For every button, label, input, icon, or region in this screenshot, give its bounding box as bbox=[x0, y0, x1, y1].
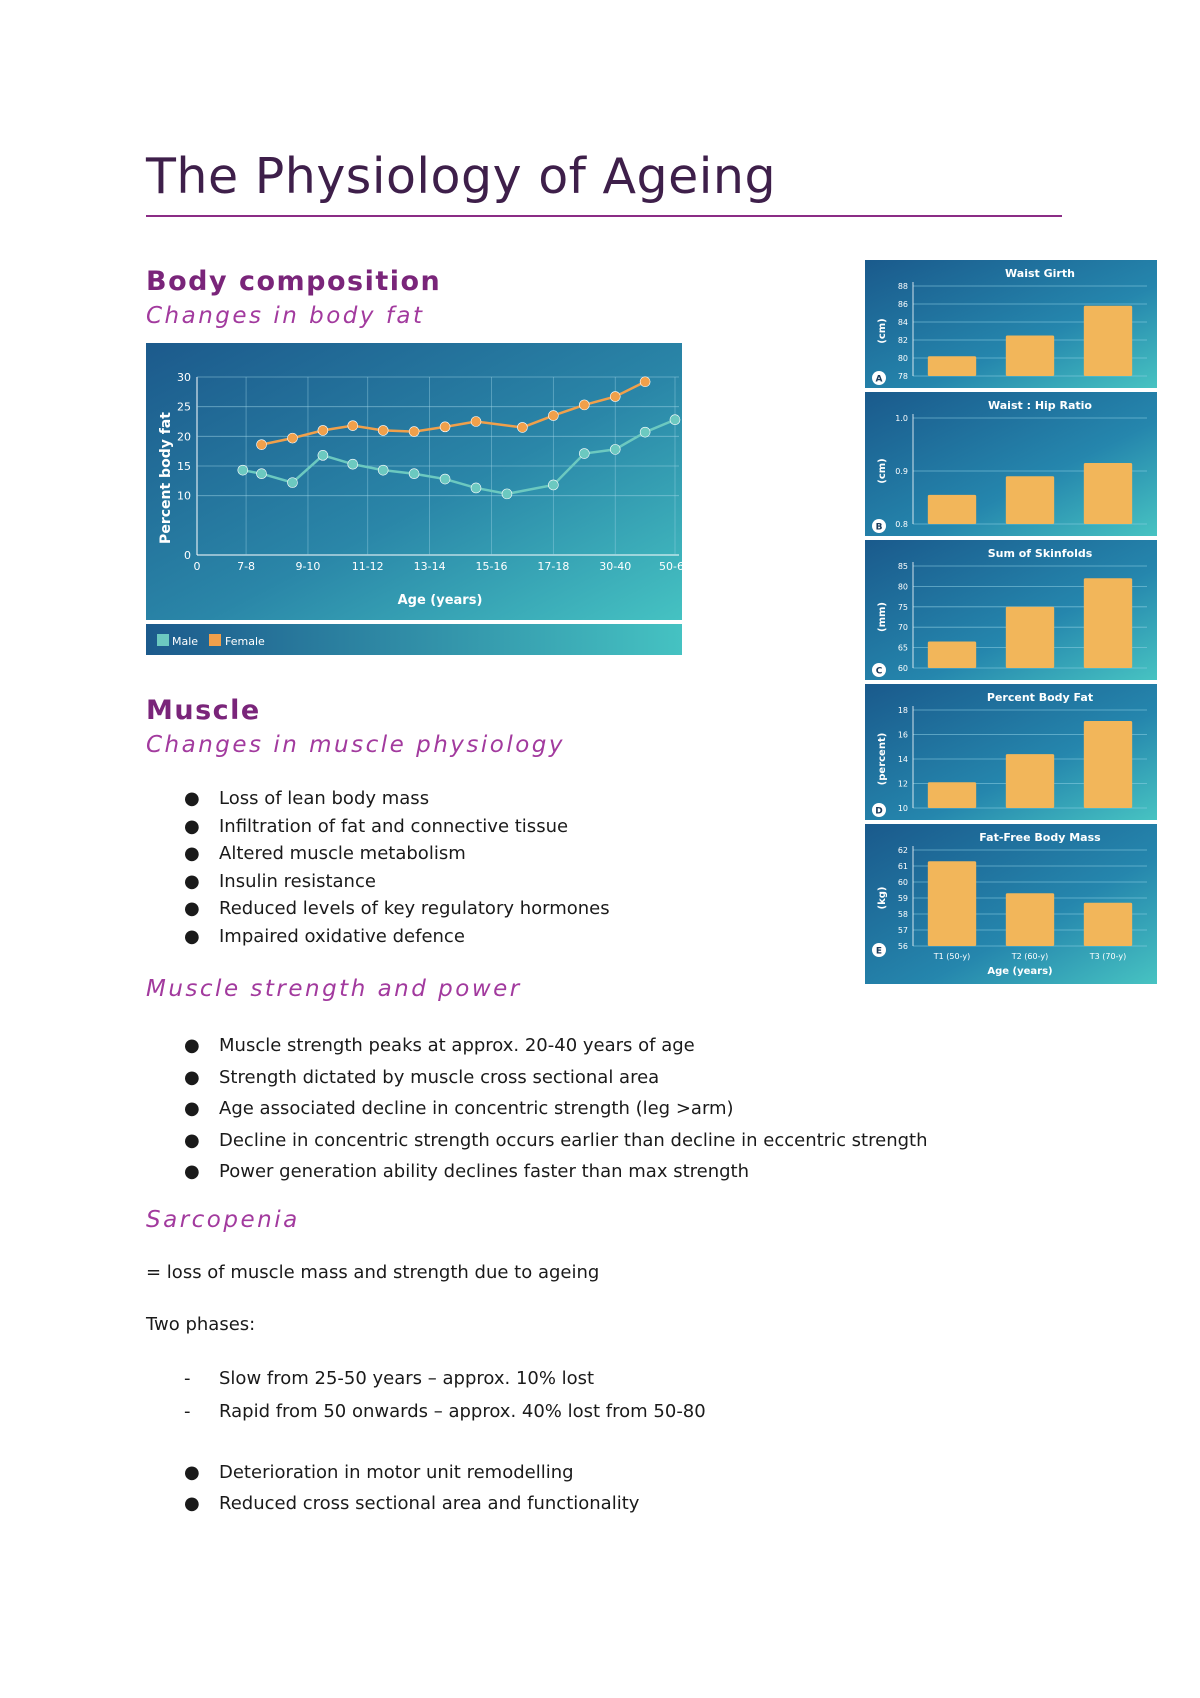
sarcopenia-definition: = loss of muscle mass and strength due to ageing bbox=[146, 1262, 600, 1283]
chart-background bbox=[146, 343, 682, 620]
x-tick-label: 9-10 bbox=[295, 560, 321, 573]
list-item: ● Power generation ability declines faster than max strength bbox=[184, 1161, 750, 1182]
data-point-male bbox=[378, 465, 388, 475]
bar bbox=[928, 641, 976, 668]
panel-label: C bbox=[875, 666, 883, 677]
panel-label: A bbox=[875, 374, 883, 385]
list-item: ● Strength dictated by muscle cross sectional area bbox=[184, 1066, 660, 1088]
bar bbox=[928, 356, 976, 376]
y-tick-label: 0.9 bbox=[895, 467, 908, 476]
bar bbox=[1006, 754, 1054, 808]
data-point-male bbox=[348, 459, 358, 469]
bar bbox=[928, 782, 976, 808]
chart-title: Waist Girth bbox=[1005, 267, 1075, 280]
y-tick-label: 61 bbox=[897, 862, 908, 871]
data-point-female bbox=[409, 427, 419, 437]
bar bbox=[1084, 721, 1132, 808]
y-tick-label: 85 bbox=[897, 562, 908, 571]
list-item: - Slow from 25-50 years – approx. 10% lost bbox=[184, 1368, 595, 1389]
y-tick-label: 25 bbox=[177, 400, 191, 414]
y-tick-label: 75 bbox=[897, 602, 908, 612]
y-tick-label: 57 bbox=[897, 926, 908, 935]
bar bbox=[1084, 578, 1132, 668]
x-tick-label: T3 (70-y) bbox=[1089, 952, 1127, 961]
body-composition-heading: Body composition bbox=[146, 266, 442, 297]
waist-hip-ratio-chart bbox=[865, 392, 1157, 536]
legend-swatch-female bbox=[209, 634, 221, 646]
data-point-female bbox=[348, 421, 358, 431]
x-axis-label: Age (years) bbox=[987, 966, 1053, 977]
bar bbox=[1006, 336, 1054, 377]
body-fat-subheading: Changes in body fat bbox=[146, 303, 425, 329]
bar bbox=[1006, 476, 1054, 524]
list-item: ● Reduced levels of key regulatory hormones bbox=[184, 898, 610, 919]
y-tick-label: 18 bbox=[897, 706, 908, 715]
data-point-male bbox=[610, 444, 620, 454]
data-point-male bbox=[440, 474, 450, 484]
x-axis-label: Age (years) bbox=[397, 593, 483, 608]
chart-title: Sum of Skinfolds bbox=[987, 547, 1093, 560]
sarcopenia-subheading: Sarcopenia bbox=[146, 1207, 300, 1233]
body-fat-chart bbox=[146, 343, 691, 620]
sum-of-skinfolds-chart bbox=[865, 540, 1157, 680]
phases-label: Two phases: bbox=[146, 1314, 256, 1335]
list-item: ● Insulin resistance bbox=[184, 870, 376, 892]
y-tick-label: 60 bbox=[897, 878, 908, 887]
data-point-male bbox=[471, 483, 481, 493]
y-tick-label: 59 bbox=[897, 894, 908, 903]
x-tick-label: T2 (60-y) bbox=[1011, 952, 1049, 961]
list-item: ● Loss of lean body mass bbox=[184, 788, 430, 809]
chart-title: Fat-Free Body Mass bbox=[979, 831, 1101, 844]
y-tick-label: 15 bbox=[177, 460, 191, 473]
y-tick-label: 80 bbox=[897, 354, 908, 363]
y-tick-label: 1.0 bbox=[895, 414, 908, 423]
data-point-male bbox=[257, 469, 267, 479]
data-point-female bbox=[318, 425, 328, 435]
data-point-female bbox=[548, 411, 558, 421]
data-point-female bbox=[440, 422, 450, 432]
list-item: ● Impaired oxidative defence bbox=[184, 925, 465, 947]
y-axis-label: Percent body fat bbox=[158, 412, 174, 544]
data-point-male bbox=[640, 427, 650, 437]
x-tick-label: 11-12 bbox=[351, 560, 384, 573]
list-item: ● Deterioration in motor unit remodelling bbox=[184, 1462, 574, 1483]
panel-label: B bbox=[875, 522, 883, 533]
data-point-male bbox=[318, 450, 328, 460]
y-tick-label: 58 bbox=[897, 910, 908, 919]
y-tick-label: 88 bbox=[897, 282, 908, 291]
data-point-female bbox=[517, 422, 527, 432]
y-tick-label: 14 bbox=[897, 755, 908, 764]
data-point-female bbox=[610, 392, 620, 402]
y-axis-label: (kg) bbox=[877, 886, 888, 910]
x-tick-label: 13-14 bbox=[413, 560, 446, 573]
panel-label: E bbox=[875, 946, 883, 957]
bar bbox=[1006, 893, 1054, 946]
bar bbox=[1084, 903, 1132, 946]
y-tick-label: 65 bbox=[897, 643, 908, 653]
waist-girth-chart bbox=[865, 260, 1157, 388]
y-tick-label: 0.8 bbox=[895, 520, 908, 529]
y-tick-label: 60 bbox=[897, 664, 908, 673]
data-point-male bbox=[502, 489, 512, 499]
list-item: ● Altered muscle metabolism bbox=[184, 843, 466, 864]
y-tick-label: 86 bbox=[897, 300, 908, 309]
bar bbox=[928, 495, 976, 524]
chart-title: Percent Body Fat bbox=[986, 691, 1094, 704]
y-tick-label: 30 bbox=[177, 371, 191, 384]
x-tick-label: 7-8 bbox=[237, 560, 256, 573]
list-item: - Rapid from 50 onwards – approx. 40% lost from 50-80 bbox=[184, 1400, 706, 1422]
legend-label-male: Male bbox=[172, 635, 199, 648]
y-tick-label: 80 bbox=[897, 582, 908, 592]
y-tick-label: 16 bbox=[897, 730, 908, 740]
bar bbox=[1006, 607, 1054, 668]
list-item: ● Decline in concentric strength occurs earlier than decline in eccentric strength bbox=[184, 1129, 928, 1151]
data-point-male bbox=[548, 480, 558, 490]
chart-title: Waist : Hip Ratio bbox=[988, 399, 1092, 412]
bar bbox=[1084, 463, 1132, 524]
x-tick-label: 15-16 bbox=[475, 560, 508, 573]
y-tick-label: 78 bbox=[897, 372, 908, 381]
panel-label: D bbox=[875, 806, 883, 817]
title-underline bbox=[146, 215, 1062, 217]
y-axis-label: (cm) bbox=[877, 458, 888, 484]
data-point-male bbox=[287, 478, 297, 488]
list-item: ● Infiltration of fat and connective tissue bbox=[184, 815, 569, 837]
y-axis-label: (percent) bbox=[877, 732, 888, 786]
data-point-female bbox=[378, 425, 388, 435]
muscle-physiology-subheading: Changes in muscle physiology bbox=[146, 732, 565, 758]
bar bbox=[1084, 306, 1132, 376]
phases-list bbox=[146, 1363, 706, 1428]
data-point-male bbox=[670, 415, 680, 425]
y-tick-label: 84 bbox=[897, 318, 908, 327]
fat-free-body-mass-chart bbox=[865, 824, 1157, 984]
y-tick-label: 10 bbox=[897, 804, 908, 813]
x-tick-label: T1 (50-y) bbox=[933, 952, 971, 961]
y-tick-label: 56 bbox=[897, 942, 908, 951]
y-tick-label: 0 bbox=[184, 549, 191, 562]
body-fat-legend bbox=[146, 624, 682, 655]
y-axis-label: (cm) bbox=[877, 318, 888, 344]
percent-body-fat-chart bbox=[865, 684, 1157, 820]
data-point-female bbox=[640, 377, 650, 387]
data-point-female bbox=[257, 440, 267, 450]
x-tick-label: 50-60 bbox=[659, 560, 691, 573]
sarcopenia-list bbox=[146, 1457, 639, 1519]
y-tick-label: 10 bbox=[177, 489, 191, 503]
x-tick-label: 30-40 bbox=[599, 560, 632, 573]
y-tick-label: 12 bbox=[897, 779, 908, 789]
data-point-female bbox=[471, 417, 481, 427]
x-tick-label: 0 bbox=[193, 560, 201, 573]
y-tick-label: 70 bbox=[897, 623, 908, 633]
data-point-male bbox=[409, 469, 419, 479]
data-point-male bbox=[579, 449, 589, 459]
list-item: ● Reduced cross sectional area and functionality bbox=[184, 1493, 640, 1514]
list-item: ● Age associated decline in concentric strength (leg >arm) bbox=[184, 1098, 734, 1119]
y-tick-label: 82 bbox=[897, 336, 908, 345]
legend-swatch-male bbox=[157, 634, 169, 646]
muscle-physiology-list bbox=[146, 785, 610, 950]
data-point-male bbox=[238, 465, 248, 475]
y-axis-label: (mm) bbox=[877, 602, 888, 632]
data-point-female bbox=[287, 433, 297, 443]
list-item: ● Muscle strength peaks at approx. 20-40 years of age bbox=[184, 1035, 695, 1056]
page-title: The Physiology of Ageing bbox=[146, 148, 777, 205]
muscle-strength-list bbox=[146, 1030, 928, 1188]
legend-label-female: Female bbox=[225, 635, 265, 648]
bar bbox=[928, 861, 976, 946]
y-tick-label: 62 bbox=[897, 846, 908, 855]
muscle-heading: Muscle bbox=[146, 695, 261, 726]
muscle-strength-subheading: Muscle strength and power bbox=[146, 976, 522, 1002]
y-tick-label: 20 bbox=[177, 430, 191, 444]
x-tick-label: 17-18 bbox=[537, 560, 570, 573]
data-point-female bbox=[579, 400, 589, 410]
